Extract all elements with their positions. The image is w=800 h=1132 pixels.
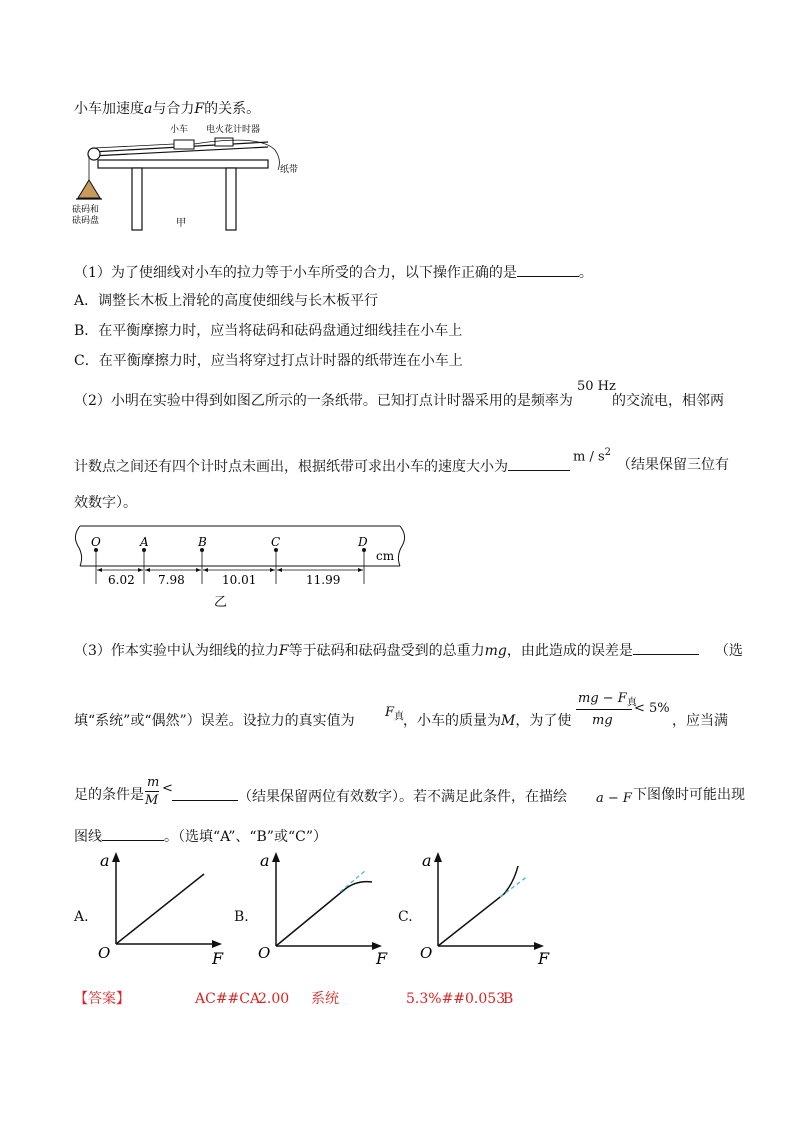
q3-line2-a bbox=[74, 712, 355, 730]
q2-line1 bbox=[74, 392, 573, 410]
q1-option-c: C．在平衡摩擦力时，应当将穿过打点计时器的纸带连在小车上 bbox=[74, 353, 463, 369]
fraction2-denominator: M bbox=[145, 793, 159, 808]
numerator-text: mg − F bbox=[578, 691, 627, 706]
graph-B-curve bbox=[276, 882, 372, 946]
label-weights-2: 砝码盘 bbox=[72, 216, 100, 226]
graph-B-origin: O bbox=[258, 944, 271, 962]
graph-C-axis-y: a bbox=[422, 851, 432, 870]
q3-line3-a: 足的条件是 bbox=[74, 787, 144, 803]
intro-text: 小车加速度 bbox=[74, 101, 144, 117]
q3-text: 填“系统”或“偶然”）误差。设拉力的真实值为 bbox=[74, 713, 355, 729]
a-minus-F: a − F bbox=[596, 791, 632, 806]
label-car: 小车 bbox=[170, 125, 189, 135]
frequency-value: 50 Hz bbox=[577, 379, 616, 394]
answer-blank[interactable] bbox=[102, 826, 164, 841]
unit-exponent: 2 bbox=[604, 447, 612, 458]
segment-OA: 6.02 bbox=[108, 573, 135, 587]
q3-line2-d: ，应当满 bbox=[672, 713, 728, 729]
q3-text: （结果保留两位有效数字）。若不满足此条件，在描绘 bbox=[238, 789, 567, 805]
graph-A-origin: O bbox=[98, 944, 111, 962]
label-timer: 电火花计时器 bbox=[206, 125, 261, 135]
fraction-bar bbox=[576, 709, 632, 710]
q2-text: （2）小明在实验中得到如图乙所示的一条纸带。已知打点计时器采用的是频率为 bbox=[74, 393, 573, 409]
q2-text: 计数点之间还有四个计时点未画出，根据纸带可求出小车的速度大小为 bbox=[74, 459, 508, 475]
answer-label: 【答案】 bbox=[74, 991, 130, 1007]
graph-B bbox=[252, 846, 392, 970]
answer-blank[interactable] bbox=[633, 640, 699, 655]
subscript-true: 真 bbox=[626, 697, 637, 709]
answer-q1: AC##CA bbox=[195, 991, 261, 1007]
graph-A-axis-y: a bbox=[100, 851, 110, 870]
fraction2-numerator: m bbox=[147, 775, 160, 790]
graph-A bbox=[92, 846, 232, 970]
symbol-mg: mg bbox=[484, 643, 507, 659]
q3-text: 图线 bbox=[74, 829, 102, 845]
q3-line3-b bbox=[172, 786, 567, 806]
q3-text: （3）作本实验中认为细线的拉力 bbox=[74, 643, 279, 659]
answer-graph: B bbox=[503, 991, 514, 1007]
tape-unit: cm bbox=[376, 549, 395, 563]
q1-option-b: B．在平衡摩擦力时，应当将砝码和砝码盘通过细线挂在小车上 bbox=[74, 323, 463, 339]
answer-blank[interactable] bbox=[517, 262, 579, 277]
q3-text: ，小车的质量为 bbox=[403, 713, 501, 729]
q3-line2-b bbox=[403, 712, 571, 730]
inequality: < 5% bbox=[634, 701, 670, 716]
tape-label-C: C bbox=[271, 535, 281, 549]
less-than: < bbox=[162, 781, 173, 796]
q2-line1-end: 的交流电，相邻两 bbox=[612, 393, 724, 409]
symbol-F: F bbox=[385, 705, 395, 720]
q3-text: ，由此造成的误差是 bbox=[506, 643, 633, 659]
figure-caption-yi: 乙 bbox=[214, 595, 228, 610]
intro-line bbox=[74, 100, 260, 118]
q3-line4 bbox=[74, 826, 327, 846]
tape-label-B: B bbox=[198, 535, 207, 549]
graph-C-axis-x: F bbox=[538, 949, 550, 968]
symbol-M: M bbox=[501, 713, 516, 729]
figure-jia-apparatus bbox=[70, 120, 310, 240]
graph-C bbox=[414, 846, 554, 970]
segment-AB: 7.98 bbox=[158, 573, 185, 587]
segment-BC: 10.01 bbox=[222, 573, 257, 587]
answer-speed: 2.00 bbox=[258, 991, 290, 1007]
label-weights-1: 砝码和 bbox=[72, 205, 100, 215]
graph-option-C[interactable]: C. bbox=[398, 909, 413, 925]
graph-C-origin: O bbox=[420, 944, 433, 962]
speed-unit bbox=[573, 444, 611, 466]
q3-text: 等于砝码和砝码盘受到的总重力 bbox=[288, 643, 485, 659]
symbol-F: F bbox=[278, 643, 289, 659]
q1-stem bbox=[74, 262, 593, 282]
answer-blank[interactable] bbox=[172, 786, 238, 801]
answer-blank[interactable] bbox=[508, 456, 570, 471]
answer-error-type: 系统 bbox=[311, 991, 339, 1007]
symbol-a: a bbox=[144, 101, 153, 117]
graph-B-dashed-line bbox=[340, 870, 366, 892]
q2-line2-end: （结果保留三位有 bbox=[617, 457, 729, 473]
fraction-denominator: mg bbox=[592, 713, 613, 728]
q1-stem-text: （1）为了使细线对小车的拉力等于小车所受的合力，以下操作正确的是 bbox=[74, 265, 517, 281]
graph-A-axis-x: F bbox=[212, 949, 224, 968]
label-tape: 纸带 bbox=[280, 165, 299, 175]
F-true bbox=[385, 704, 404, 727]
graph-C-curve bbox=[438, 866, 518, 946]
intro-text: 与合力 bbox=[152, 101, 195, 117]
answer-ratio: 5.3%##0.053 bbox=[406, 991, 506, 1007]
tape-label-O: O bbox=[91, 535, 101, 549]
unit-text: m / s bbox=[573, 449, 605, 465]
graph-B-axis-x: F bbox=[376, 949, 388, 968]
intro-text: 的关系。 bbox=[204, 101, 261, 117]
tape-label-A: A bbox=[140, 535, 149, 549]
symbol-F: F bbox=[194, 101, 205, 117]
q3-line3-c: 下图像时可能出现 bbox=[633, 787, 745, 803]
graph-option-B[interactable]: B. bbox=[234, 909, 249, 925]
figure-caption-jia: 甲 bbox=[176, 218, 186, 229]
q1-end: 。 bbox=[578, 265, 593, 281]
subscript-true: 真 bbox=[394, 711, 405, 723]
figure-yi-tape bbox=[70, 522, 415, 614]
q3-text: ，为了使 bbox=[515, 713, 572, 729]
segment-CD: 11.99 bbox=[306, 573, 341, 587]
q3-text: （选 bbox=[714, 643, 743, 659]
graph-A-line bbox=[116, 874, 204, 944]
q2-line2 bbox=[74, 456, 570, 476]
tape-label-D: D bbox=[358, 535, 368, 549]
q2-line3: 效数字）。 bbox=[74, 495, 137, 511]
q1-option-a: A．调整长木板上滑轮的高度使细线与长木板平行 bbox=[74, 293, 379, 309]
graph-B-axis-y: a bbox=[260, 851, 270, 870]
graph-option-A[interactable]: A. bbox=[74, 909, 89, 925]
q3-text: 。（选填“A”、“B”或“C”） bbox=[164, 829, 327, 845]
q3-line1 bbox=[74, 640, 743, 660]
